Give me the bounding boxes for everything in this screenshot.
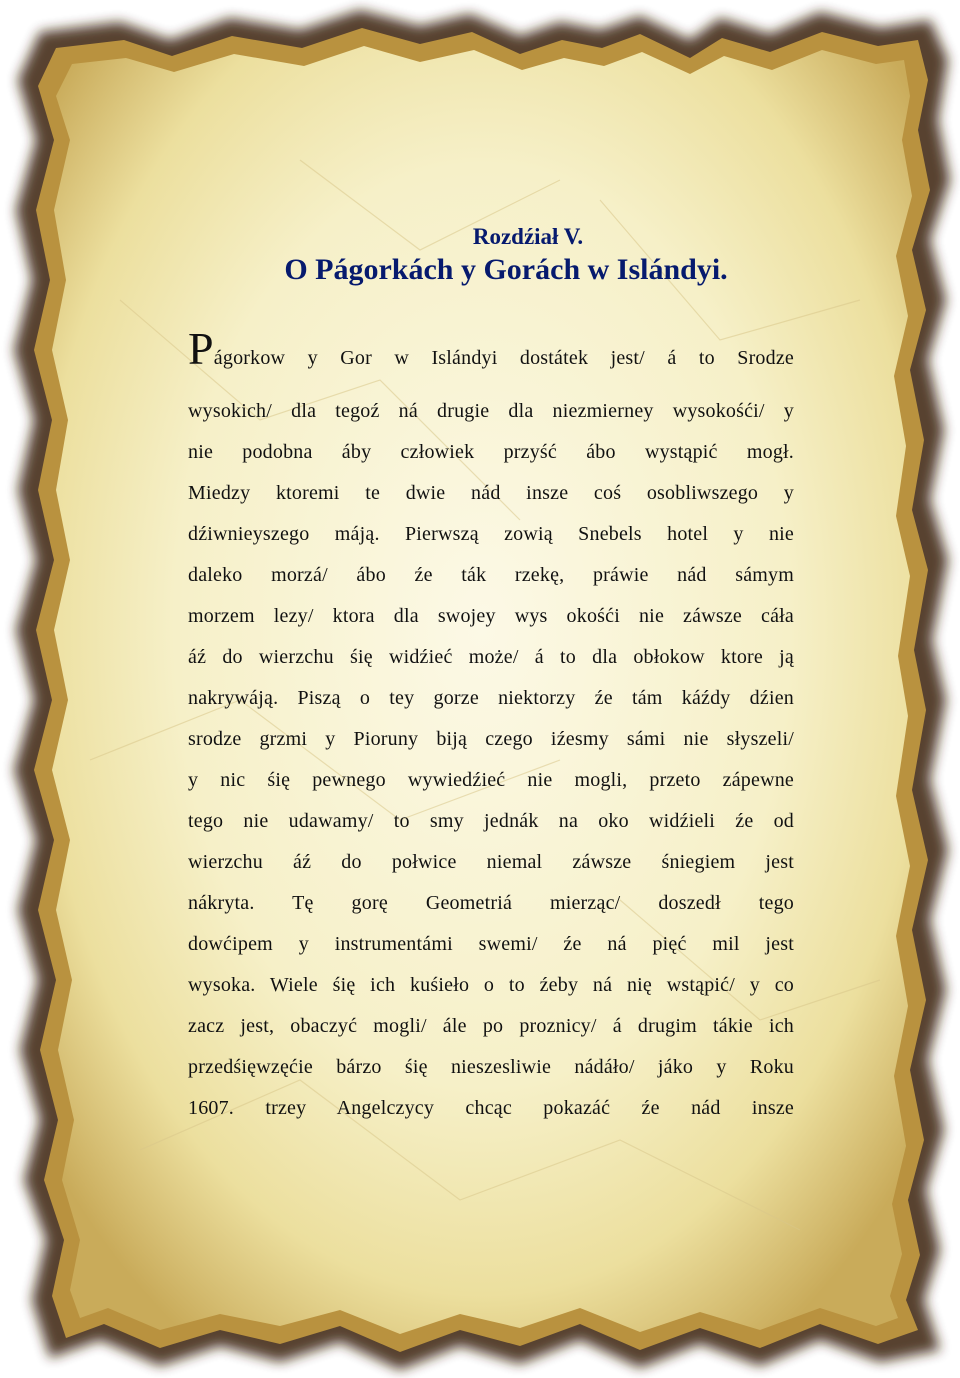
drop-cap: P [188,323,214,374]
text-line: nákryta. Tę gorę Geometriá mierząc/ doszedł tego [188,892,794,914]
text-line: dźiwnieyszego máją. Pierwszą zowią Snebels hotel y nie [188,523,794,545]
text-line: dowćipem y instrumentámi swemi/ źe ná pięć mil jest [188,933,794,955]
text-line: zacz jest, obaczyć mogli/ ále po proznicy/ á drugim tákie ich [188,1015,794,1037]
text-line [188,323,794,379]
text-line: 1607. trzey Angelczycy chcąc pokazáć źe nád insze [188,1097,794,1119]
text-line: wysoka. Wiele śię ich kuśieło o to źeby ná nię wstąpić/ y co [188,974,794,996]
text-line: przedśięwzęćie bárzo śię nieszesliwie nádáło/ jáko y Roku [188,1056,794,1078]
page-content [188,222,794,1129]
chapter-title: O Págorkách y Gorách w Islándyi. [284,253,728,286]
text-line: nie podobna áby człowiek przyść ábo wystąpić mogł. [188,441,794,463]
text-line: tego nie udawamy/ to smy jednák na oko widźieli źe od [188,810,794,832]
text-line: áź do wierzchu śię widźieć może/ á to dla obłokow ktore ją [188,646,794,668]
chapter-label: Rozdźiał V. [472,224,584,249]
text-line: wysokich/ dla tegoź ná drugie dla niezmierney wysokośći/ y [188,400,794,422]
text-line: daleko morzá/ ábo źe ták rzekę, práwie nád sámym [188,564,794,586]
text-line: srodze grzmi y Pioruny biją czego iźesmy sámi nie słyszeli/ [188,728,794,750]
text-line: morzem lezy/ ktora dla swojey wys okośći nie záwsze cáła [188,605,794,627]
text-line-content: ágorkow y Gor w Islándyi dostátek jest/ á to Srodze [213,347,794,369]
body-text [188,323,794,1129]
text-line: nakrywáją. Piszą o tey gorze niektorzy źe tám káźdy dźien [188,687,794,709]
text-line: wierzchu áź do połwice niemal záwsze śniegiem jest [188,851,794,873]
text-line: y nic śię pewnego wywiedźieć nie mogli, przeto zápewne [188,769,794,791]
text-line: Miedzy ktoremi te dwie nád insze coś osobliwszego y [188,482,794,504]
